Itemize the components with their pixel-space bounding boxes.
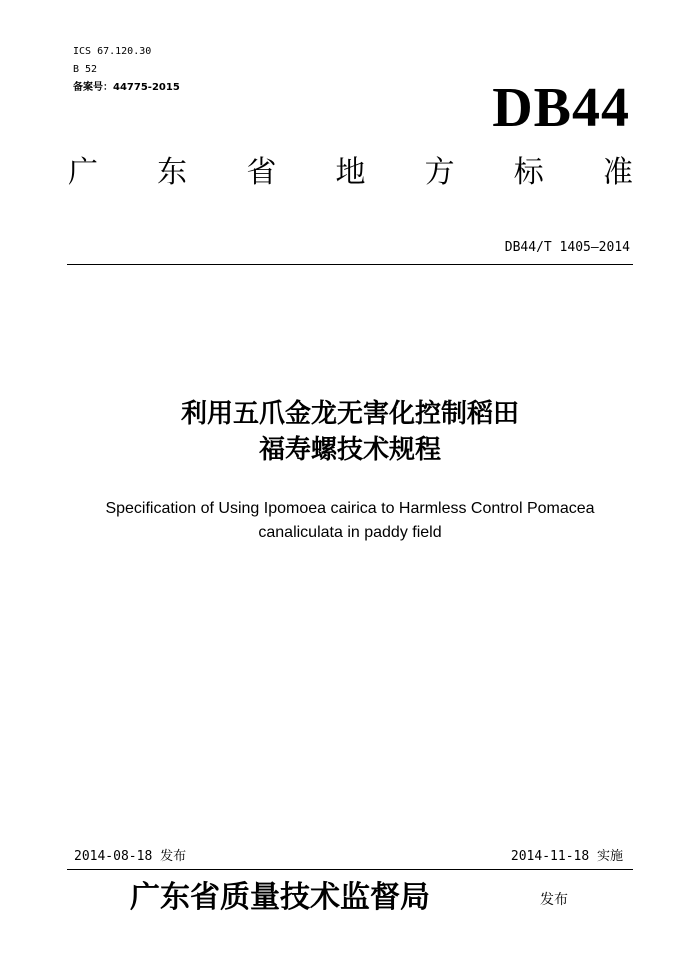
- title-english: [0, 497, 700, 545]
- ccs-code: B 52: [73, 64, 98, 75]
- issuer-action: 发布: [540, 892, 568, 908]
- heading-char: 广: [68, 155, 98, 190]
- local-standard-heading: [68, 153, 633, 193]
- top-divider: [67, 264, 633, 265]
- heading-char: 省: [246, 155, 277, 190]
- heading-char: 标: [513, 155, 544, 190]
- heading-char: 地: [335, 155, 366, 190]
- issuer-name: 广东省质量技术监督局: [130, 880, 430, 915]
- record-number: 备案号：44775-2015: [73, 82, 180, 93]
- title-en-line1: Specification of Using Ipomoea cairica to Harmless Control Pomacea: [105, 500, 595, 517]
- title-en-line2: canaliculata in paddy field: [258, 524, 442, 541]
- heading-char: 方: [424, 155, 455, 190]
- heading-char: 东: [157, 155, 188, 190]
- bottom-divider: [67, 869, 633, 870]
- title-chinese: [0, 396, 700, 468]
- standard-number: DB44/T 1405—2014: [504, 240, 630, 255]
- title-cn-line2: 福寿螺技术规程: [258, 435, 441, 465]
- publish-date: 2014-08-18 发布: [74, 849, 187, 864]
- title-cn-line1: 利用五爪金龙无害化控制稻田: [180, 399, 519, 429]
- heading-char: 准: [602, 155, 633, 190]
- db44-logo: DB44: [492, 77, 630, 139]
- implement-date: 2014-11-18 实施: [510, 849, 623, 864]
- ics-code: ICS 67.120.30: [73, 46, 152, 57]
